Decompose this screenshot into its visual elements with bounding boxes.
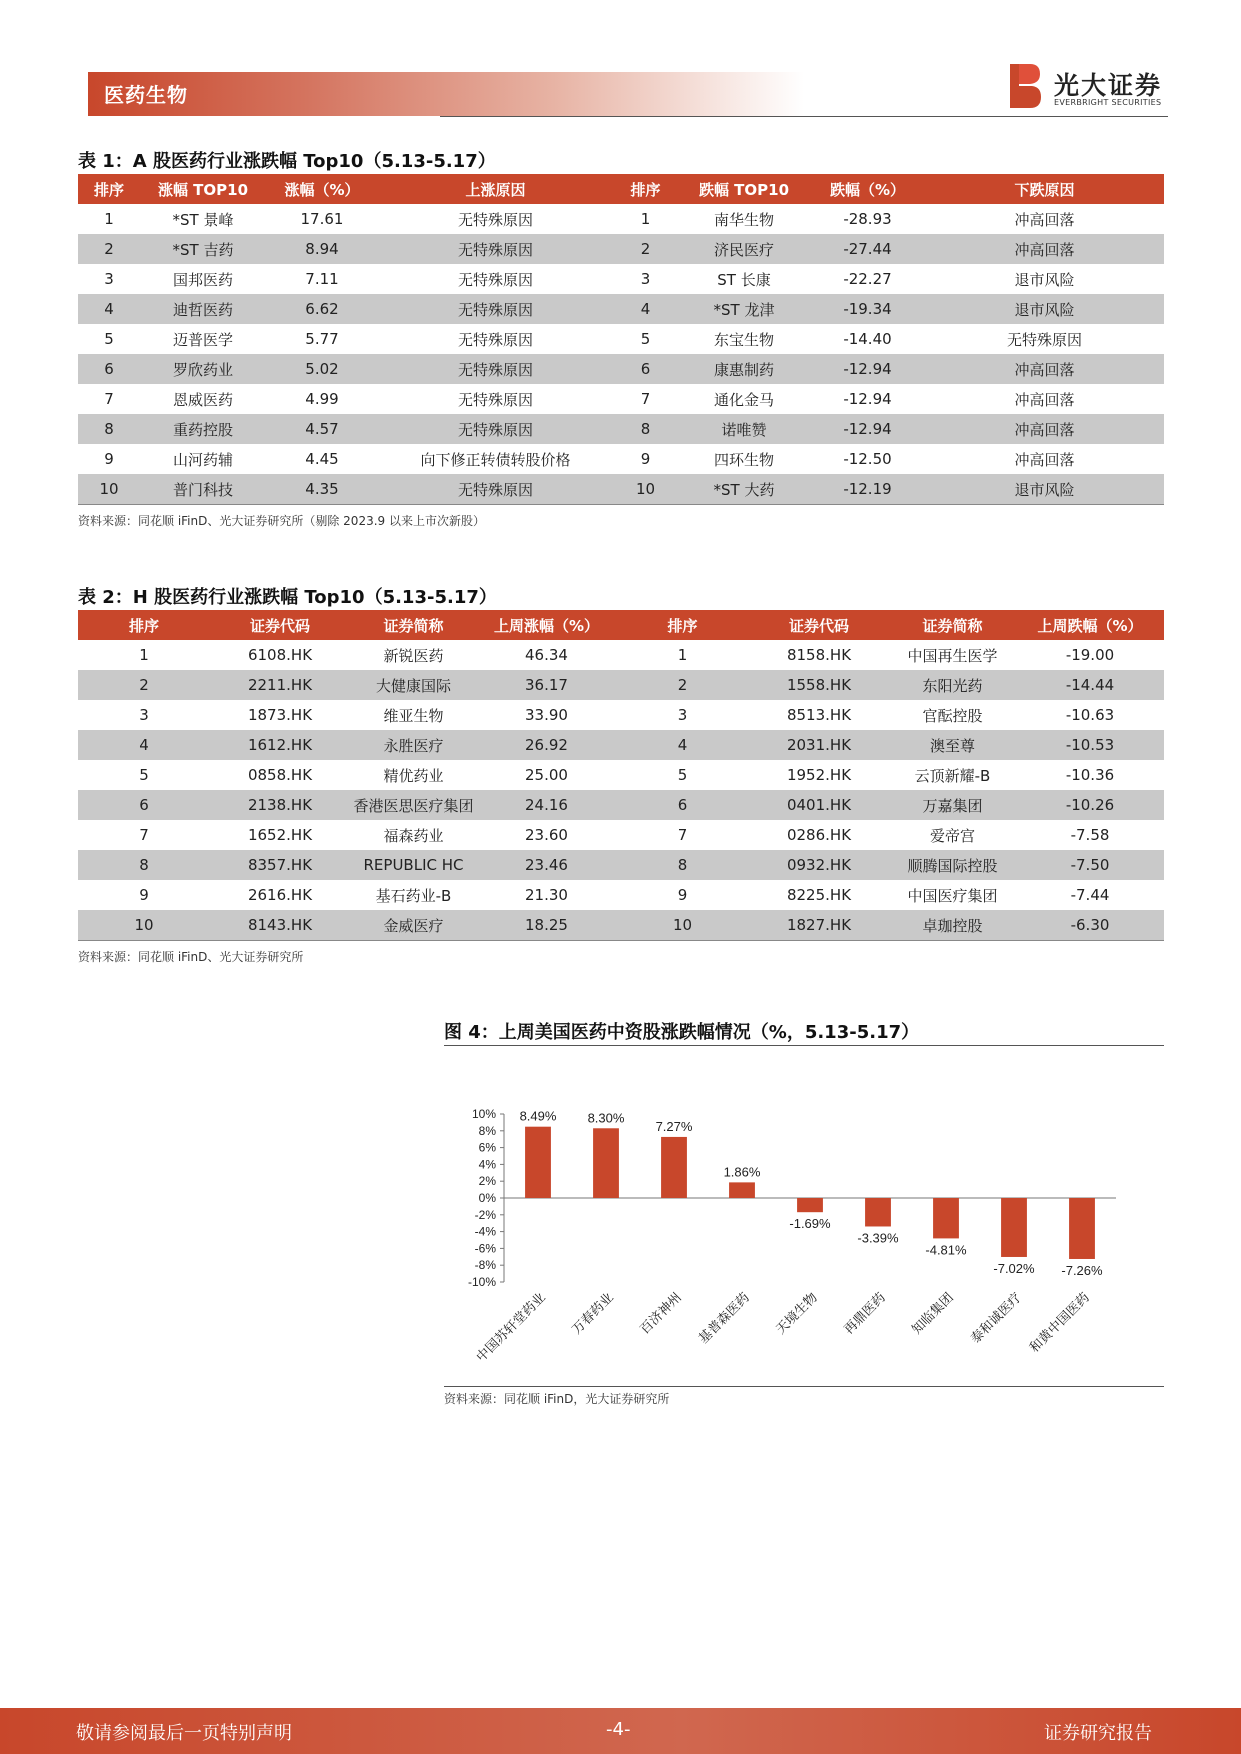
table-cell: 4	[78, 730, 210, 760]
table-row	[78, 760, 1164, 790]
header-divider	[440, 116, 1168, 117]
y-tick-label: -8%	[474, 1258, 496, 1273]
table-cell: 26.92	[477, 730, 616, 760]
table-cell: 维亚生物	[383, 706, 444, 725]
table-cell: 济民医疗	[678, 234, 810, 264]
table-cell: -14.44	[1016, 670, 1164, 700]
table-cell: 向下修正转债转股价格	[420, 450, 571, 469]
table-cell: 5	[640, 330, 651, 348]
table-row	[78, 730, 1164, 760]
table-cell: 21.30	[525, 886, 568, 904]
table-cell: 金威医疗	[350, 910, 477, 941]
table-cell: -6.30	[1016, 910, 1164, 941]
table-row	[78, 324, 1164, 354]
table-cell: 0858.HK	[247, 766, 313, 784]
table-cell: 3	[640, 270, 651, 288]
table-cell: *ST 景峰	[172, 210, 234, 229]
footer-band	[0, 1708, 1241, 1754]
table-cell: 10	[616, 910, 749, 941]
h-share-top10-table	[78, 610, 1164, 941]
table-cell: 10	[613, 474, 678, 505]
y-tick-label: -4%	[474, 1224, 496, 1239]
bar	[1069, 1198, 1095, 1259]
table-cell: 2616.HK	[247, 886, 313, 904]
y-tick-label: 10%	[471, 1107, 496, 1121]
table-cell: 无特殊原因	[378, 474, 613, 505]
bar	[797, 1198, 823, 1212]
table-cell: 澳至尊	[889, 730, 1016, 760]
table-cell: 无特殊原因	[457, 330, 533, 349]
data-label: -4.81%	[925, 1242, 967, 1258]
table-cell: 6	[78, 354, 140, 384]
column-header: 证券简称	[350, 610, 477, 640]
table-cell: 5	[104, 330, 114, 348]
table-cell: 8357.HK	[210, 850, 350, 880]
table-cell: 退市风险	[1014, 270, 1075, 289]
footer-report-type: 证券研究报告	[1044, 1723, 1152, 1744]
table-cell: -10.53	[1016, 730, 1164, 760]
bar	[525, 1127, 551, 1198]
data-label: 8.49%	[519, 1108, 557, 1124]
table-cell: 7	[104, 390, 114, 408]
table-cell: 2	[78, 670, 210, 700]
y-tick-label: -6%	[474, 1241, 496, 1256]
table-cell: -12.94	[843, 390, 892, 408]
table-cell: 中国医疗集团	[907, 886, 998, 905]
category-label: 知临集团	[909, 1290, 957, 1338]
y-tick-label: 2%	[478, 1174, 496, 1189]
logo-english-name: EVERBRIGHT SECURITIES	[1054, 98, 1162, 107]
table-cell: 无特殊原因	[1006, 330, 1082, 349]
table-row	[78, 294, 1164, 324]
us-listed-china-pharma-bar-chart	[444, 1050, 1164, 1384]
table-cell: -12.50	[843, 450, 892, 468]
table-cell: *ST 大药	[678, 474, 810, 505]
table-cell: 8	[78, 414, 140, 444]
table-cell: -19.34	[810, 294, 925, 324]
table-row	[78, 640, 1164, 670]
table-row	[78, 444, 1164, 474]
table-cell: 冲高回落	[925, 354, 1164, 384]
figure-divider-top	[444, 1045, 1164, 1046]
table2-source: 资料来源：同花顺 iFinD、光大证券研究所	[78, 950, 304, 964]
table-cell: 2	[616, 670, 749, 700]
data-label: -1.69%	[789, 1216, 831, 1232]
table-cell: 9	[640, 450, 651, 468]
table-cell: 2	[78, 234, 140, 264]
table-cell: 基石药业-B	[375, 886, 452, 905]
table-cell: 6	[613, 354, 678, 384]
table-cell: 冲高回落	[1014, 450, 1075, 469]
table-cell: 重药控股	[140, 414, 266, 444]
table-row	[78, 204, 1164, 234]
column-header: 排序	[78, 174, 140, 204]
table-cell: -10.36	[1065, 766, 1115, 784]
table-cell: 2	[613, 234, 678, 264]
table-cell: 1558.HK	[749, 670, 889, 700]
table-cell: -7.50	[1016, 850, 1164, 880]
table-cell: 8	[613, 414, 678, 444]
table-cell: 诺唯赞	[678, 414, 810, 444]
table-cell: 3	[104, 270, 114, 288]
table-cell: 普门科技	[140, 474, 266, 505]
table-cell: *ST 龙津	[678, 294, 810, 324]
table-cell: 7	[640, 390, 651, 408]
table-cell: 2031.HK	[749, 730, 889, 760]
column-header: 跌幅 TOP10	[678, 174, 810, 204]
table-cell: 东阳光药	[889, 670, 1016, 700]
everbright-logo-icon	[1008, 62, 1042, 110]
table-cell: 3	[139, 706, 149, 724]
column-header: 证券代码	[749, 610, 889, 640]
column-header: 证券代码	[210, 610, 350, 640]
bar	[661, 1137, 687, 1198]
table-cell: -28.93	[843, 210, 892, 228]
column-header: 证券简称	[889, 610, 1016, 640]
category-label: 和黄中国医药	[1027, 1290, 1093, 1356]
table-cell: -12.94	[810, 414, 925, 444]
table-cell: 6108.HK	[247, 646, 313, 664]
bar	[729, 1182, 755, 1198]
header-band	[88, 72, 804, 116]
table2-caption: 表 2：H 股医药行业涨跌幅 Top10（5.13-5.17）	[78, 587, 497, 608]
table-cell: 8	[78, 850, 210, 880]
table-cell: 8	[616, 850, 749, 880]
data-label: 1.86%	[723, 1164, 761, 1180]
table-cell: 36.17	[477, 670, 616, 700]
table-cell: 8158.HK	[786, 646, 852, 664]
table-header-row	[78, 174, 1164, 204]
table-cell: 24.16	[477, 790, 616, 820]
table-cell: -12.19	[810, 474, 925, 505]
table-cell: 8.94	[266, 234, 378, 264]
table-cell: 9	[139, 886, 149, 904]
category-label: 再鼎医药	[841, 1290, 889, 1338]
column-header: 跌幅（%）	[810, 174, 925, 204]
column-header: 上周涨幅（%）	[477, 610, 616, 640]
table-cell: 爱帝宫	[929, 826, 975, 845]
table-cell: 官酝控股	[922, 706, 983, 725]
table-cell: *ST 吉药	[140, 234, 266, 264]
category-label: 基普森医药	[696, 1290, 753, 1347]
table-cell: -7.44	[1070, 886, 1110, 904]
footer-disclaimer: 敬请参阅最后一页特别声明	[76, 1723, 292, 1744]
table-cell: 万嘉集团	[889, 790, 1016, 820]
data-label: 7.27%	[655, 1118, 693, 1134]
table-cell: 4	[613, 294, 678, 324]
table-cell: 4	[78, 294, 140, 324]
table-cell: 大健康国际	[350, 670, 477, 700]
table-cell: -27.44	[810, 234, 925, 264]
table-cell: 1612.HK	[210, 730, 350, 760]
table-cell: 18.25	[477, 910, 616, 941]
table-cell: 无特殊原因	[457, 390, 533, 409]
category-label: 百济神州	[637, 1290, 685, 1338]
y-tick-label: -10%	[467, 1275, 496, 1289]
table-cell: 10	[78, 474, 140, 505]
table-cell: 33.90	[525, 706, 568, 724]
column-header: 排序	[616, 610, 749, 640]
table-cell: 1873.HK	[247, 706, 313, 724]
table-cell: 冲高回落	[1014, 390, 1075, 409]
table-cell: 卓珈控股	[889, 910, 1016, 941]
figure4-caption: 图 4：上周美国医药中资股涨跌幅情况（%，5.13-5.17）	[444, 1022, 920, 1043]
table-row	[78, 264, 1164, 294]
table-cell: 5.02	[266, 354, 378, 384]
table-cell: 4.35	[266, 474, 378, 505]
table-cell: 6	[616, 790, 749, 820]
bar	[1001, 1198, 1027, 1257]
table-cell: 0932.HK	[749, 850, 889, 880]
table-cell: 冲高回落	[1014, 210, 1075, 229]
bar	[933, 1198, 959, 1238]
column-header: 涨幅 TOP10	[140, 174, 266, 204]
table-cell: 1652.HK	[247, 826, 313, 844]
table-cell: 23.46	[477, 850, 616, 880]
table-cell: -22.27	[843, 270, 892, 288]
table-cell: -10.63	[1065, 706, 1115, 724]
table-cell: 无特殊原因	[457, 210, 533, 229]
table-cell: 1	[104, 210, 114, 228]
y-tick-label: 8%	[478, 1123, 496, 1138]
table-cell: 通化金马	[713, 390, 774, 409]
table-row	[78, 384, 1164, 414]
category-label: 中国苏轩堂药业	[473, 1290, 549, 1366]
section-title: 医药生物	[104, 83, 188, 107]
table-cell: 1	[640, 210, 651, 228]
table-cell: 罗欣药业	[140, 354, 266, 384]
y-tick-label: 0%	[478, 1191, 496, 1205]
table-cell: 5.77	[305, 330, 339, 348]
table-row	[78, 820, 1164, 850]
table-cell: 永胜医疗	[350, 730, 477, 760]
column-header: 上涨原因	[378, 174, 613, 204]
table-cell: -7.58	[1070, 826, 1110, 844]
table-cell: 南华生物	[713, 210, 774, 229]
table-cell: 退市风险	[925, 474, 1164, 505]
table-cell: -19.00	[1065, 646, 1115, 664]
table-cell: 0401.HK	[749, 790, 889, 820]
table-cell: -14.40	[843, 330, 892, 348]
table-cell: 7	[677, 826, 688, 844]
table-cell: 10	[78, 910, 210, 941]
data-label: -3.39%	[857, 1230, 899, 1246]
table-row	[78, 850, 1164, 880]
table-cell: 新锐医药	[383, 646, 444, 665]
y-tick-label: 6%	[478, 1140, 496, 1155]
table-cell: 香港医思医疗集团	[350, 790, 477, 820]
table-cell: 9	[677, 886, 688, 904]
column-header: 上周跌幅（%）	[1016, 610, 1164, 640]
data-label: -7.02%	[993, 1260, 1035, 1276]
table-row	[78, 234, 1164, 264]
table-cell: 1827.HK	[749, 910, 889, 941]
table-cell: 迪哲医药	[140, 294, 266, 324]
table-cell: 8225.HK	[786, 886, 852, 904]
table-cell: 25.00	[525, 766, 568, 784]
table1-source: 资料来源：同花顺 iFinD、光大证券研究所（剔除 2023.9 以来上市次新股）	[78, 514, 485, 528]
table-row	[78, 910, 1164, 941]
table-row	[78, 414, 1164, 444]
table-cell: 冲高回落	[925, 234, 1164, 264]
table-cell: 国邦医药	[172, 270, 233, 289]
table-cell: 恩威医药	[172, 390, 233, 409]
category-label: 天境生物	[773, 1290, 821, 1338]
table-cell: 8143.HK	[210, 910, 350, 941]
table-cell: 6.62	[266, 294, 378, 324]
table-cell: 0286.HK	[786, 826, 852, 844]
page-number: -4-	[606, 1719, 631, 1740]
table-cell: 精优药业	[383, 766, 444, 785]
table-cell: 6	[78, 790, 210, 820]
table-cell: 9	[104, 450, 114, 468]
table-cell: 17.61	[300, 210, 344, 228]
table-cell: 8513.HK	[786, 706, 852, 724]
table-cell: 东宝生物	[713, 330, 774, 349]
figure-divider-bottom	[444, 1386, 1164, 1387]
table-row	[78, 700, 1164, 730]
category-label: 泰和诚医疗	[968, 1290, 1025, 1347]
bar	[865, 1198, 891, 1226]
column-header: 下跌原因	[925, 174, 1164, 204]
table-cell: 无特殊原因	[378, 354, 613, 384]
table-header-row	[78, 610, 1164, 640]
table-row	[78, 790, 1164, 820]
y-tick-label: 4%	[478, 1157, 496, 1172]
table-cell: 1	[677, 646, 688, 664]
table-cell: 康惠制药	[678, 354, 810, 384]
table-cell: 中国再生医学	[907, 646, 998, 665]
table-cell: REPUBLIC HC	[350, 850, 477, 880]
table-cell: -10.26	[1016, 790, 1164, 820]
table1-caption: 表 1：A 股医药行业涨跌幅 Top10（5.13-5.17）	[78, 151, 496, 172]
table-cell: 4	[616, 730, 749, 760]
bar	[593, 1128, 619, 1198]
column-header: 排序	[78, 610, 210, 640]
table-cell: 3	[677, 706, 688, 724]
table-cell: 福森药业	[383, 826, 444, 845]
table-cell: 5	[139, 766, 149, 784]
table-cell: 无特殊原因	[378, 294, 613, 324]
table-cell: 4.57	[266, 414, 378, 444]
table-cell: 7	[139, 826, 149, 844]
table-cell: 无特殊原因	[378, 234, 613, 264]
table-cell: 4.99	[305, 390, 339, 408]
table-cell: 2138.HK	[210, 790, 350, 820]
table-cell: 2211.HK	[210, 670, 350, 700]
table-row	[78, 354, 1164, 384]
table-cell: 1952.HK	[786, 766, 852, 784]
table-row	[78, 670, 1164, 700]
column-header: 涨幅（%）	[266, 174, 378, 204]
data-label: 8.30%	[587, 1110, 625, 1126]
column-header: 排序	[613, 174, 678, 204]
table-cell: 无特殊原因	[457, 270, 533, 289]
table-cell: 5	[677, 766, 688, 784]
data-label: -7.26%	[1061, 1262, 1103, 1278]
brand-logo	[1008, 62, 1170, 112]
table-cell: 退市风险	[925, 294, 1164, 324]
table-cell: 7.11	[305, 270, 339, 288]
table-cell: 无特殊原因	[378, 414, 613, 444]
a-share-top10-table	[78, 174, 1164, 505]
table-cell: 4.45	[305, 450, 339, 468]
y-tick-label: -2%	[474, 1207, 496, 1222]
figure4-source: 资料来源：同花顺 iFinD，光大证券研究所	[444, 1392, 670, 1406]
table-cell: 山河药辅	[172, 450, 233, 469]
table-cell: 迈普医学	[172, 330, 233, 349]
table-cell: 23.60	[525, 826, 568, 844]
category-label: 万春药业	[569, 1290, 617, 1338]
table-cell: 顺腾国际控股	[889, 850, 1016, 880]
table-cell: 云顶新耀-B	[914, 766, 991, 785]
logo-chinese-name: 光大证券	[1054, 71, 1163, 100]
table-cell: 四环生物	[713, 450, 774, 469]
table-row	[78, 474, 1164, 505]
table-cell: 1	[139, 646, 149, 664]
table-cell: -12.94	[810, 354, 925, 384]
table-cell: 46.34	[525, 646, 568, 664]
table-cell: 冲高回落	[925, 414, 1164, 444]
table-row	[78, 880, 1164, 910]
table-cell: ST 长康	[717, 270, 771, 289]
